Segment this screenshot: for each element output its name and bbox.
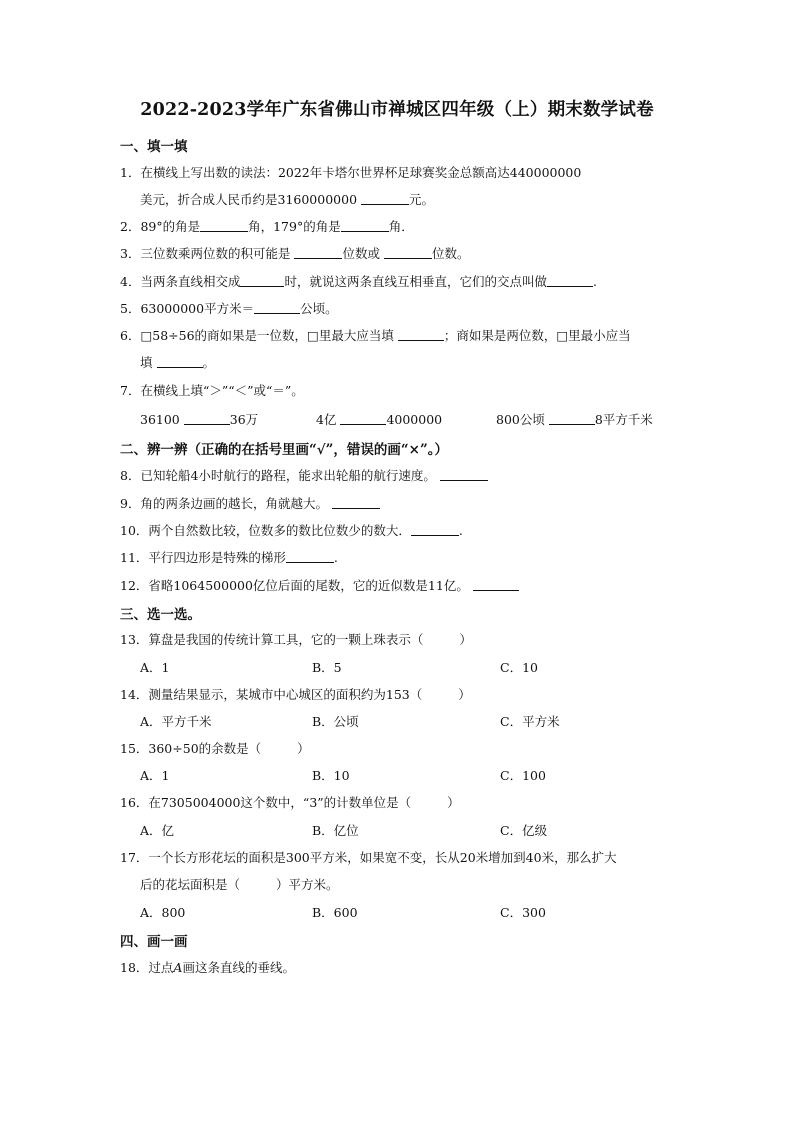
question-11 [120,548,338,566]
question-3-text-3: 位数。 [431,246,470,261]
compare-3-right: 8平方千米 [594,412,653,427]
question-18-text-1: 18．过点 [120,960,174,975]
question-7: 7．在横线上填“＞”“＜”或“＝”。 [120,383,304,398]
question-9-text: 9．角的两条边画的越长，角就越大。 [120,496,328,511]
question-17-option-c[interactable]: C．300 [500,905,546,920]
exam-title: 2022-2023学年广东省佛山市禅城区四年级（上）期末数学试卷 [140,100,654,120]
question-17-stem-line-1: 17．一个长方形花坛的面积是300平方米，如果宽不变，长从20米增加到40米，那么扩大 [120,850,617,865]
question-1-blank[interactable] [361,192,409,205]
question-6-text-4: 。 [202,355,216,370]
question-15-stem [120,739,310,757]
question-7-compare-3 [496,410,653,428]
question-16-option-c[interactable]: C．亿级 [500,823,548,838]
question-2-blank-2[interactable] [341,219,389,232]
compare-3-blank[interactable] [549,412,595,425]
section-heading-1: 一、填一填 [120,139,188,155]
question-5-blank[interactable] [254,301,300,314]
question-6-blank-2[interactable] [157,355,203,368]
question-6-text-3: 填 [140,355,153,370]
question-6-line-1 [120,326,631,344]
question-16-text: 16．在7305004000这个数中，“3”的计数单位是（ [120,795,412,810]
question-17-option-b[interactable]: B．600 [312,905,358,920]
question-4 [120,272,597,290]
question-4-blank-2[interactable] [547,274,593,287]
question-3-blank-2[interactable] [384,246,432,259]
question-16-close: ） [447,795,460,810]
question-14-close: ） [458,687,471,702]
question-11-text: 11．平行四边形是特殊的梯形 [120,550,286,565]
question-14-text: 14．测量结果显示，某城市中心城区的面积约为153（ [120,687,423,702]
question-13-option-b[interactable]: B．5 [312,660,342,675]
question-15-option-b[interactable]: B．10 [312,768,350,783]
question-4-text-3: . [592,274,597,289]
question-1-line-2 [140,190,434,208]
question-10-blank[interactable] [411,523,459,536]
question-1-text-b2: 元。 [409,192,435,207]
question-13-text: 13．算盘是我国的传统计算工具，它的一颗上珠表示（ [120,632,424,647]
section-heading-4: 四、画一画 [120,934,188,950]
question-4-text-1: 4．当两条直线相交成 [120,274,241,289]
question-3-text-2: 位数或 [342,246,380,261]
question-16-option-a[interactable]: A．亿 [140,823,175,838]
question-6-text-2: ；商如果是两位数，□里最小应当 [443,328,631,343]
question-10 [120,521,463,539]
compare-1-right: 36万 [229,412,259,427]
question-2-text-2: 角，179°的角是 [248,219,341,234]
question-7-compare-1 [140,410,258,428]
question-5-text-1: 5．63000000平方米＝ [120,301,255,316]
question-14-stem [120,685,471,703]
question-11-text-2: . [333,550,338,565]
question-5 [120,299,338,317]
question-17-text-2: ）平方米。 [276,877,339,892]
question-1-text-b1: 美元，折合成人民币约是3160000000 [140,192,358,207]
question-18-text-2: 画这条直线的垂线。 [182,960,295,975]
section-heading-2: 二、辨一辨（正确的在括号里画“√”，错误的画“×”。） [120,442,448,458]
question-3-text-1: 3．三位数乘两位数的积可能是 [120,246,291,261]
question-2-blank-1[interactable] [200,219,248,232]
question-9 [120,494,380,512]
question-14-option-a[interactable]: A．平方千米 [140,714,212,729]
question-15-option-a[interactable]: A．1 [140,768,170,783]
section-heading-3: 三、选一选。 [120,607,201,623]
question-6-blank-1[interactable] [398,328,444,341]
question-12 [120,576,519,594]
question-13-option-c[interactable]: C．10 [500,660,538,675]
question-5-text-2: 公顷。 [300,301,338,316]
compare-2-left: 4亿 [316,412,337,427]
question-13-stem [120,630,472,648]
question-10-text-2: . [458,523,463,538]
question-2-text-3: 角． [388,219,414,234]
question-7-compare-2 [316,410,442,428]
point-a-label: A [173,960,183,975]
compare-2-right: 4000000 [386,412,443,427]
question-8-text: 8．已知轮船4小时航行的路程，能求出轮船的航行速度。 [120,468,436,483]
question-18 [120,958,295,976]
question-8 [120,466,488,484]
question-4-text-2: 时，就说这两条直线互相垂直，它们的交点叫做 [284,274,547,289]
question-13-option-a[interactable]: A．1 [140,660,170,675]
question-15-close: ） [297,741,310,756]
question-3-blank-1[interactable] [294,246,342,259]
question-13-close: ） [459,632,472,647]
question-16-option-b[interactable]: B．亿位 [312,823,359,838]
question-15-option-c[interactable]: C．100 [500,768,546,783]
question-3 [120,244,469,262]
question-6-line-2 [140,353,215,371]
question-12-text: 12．省略1064500000亿位后面的尾数，它的近似数是11亿。 [120,578,469,593]
question-12-blank[interactable] [473,578,519,591]
question-11-blank[interactable] [286,550,334,563]
question-9-blank[interactable] [332,496,380,509]
question-1-line-1: 1．在横线上写出数的读法：2022年卡塔尔世界杯足球赛奖金总额高达440000000 [120,165,582,180]
question-6-text-1: 6．□58÷56的商如果是一位数，□里最大应当填 [120,328,394,343]
question-2-text-1: 2．89°的角是 [120,219,201,234]
question-14-option-b[interactable]: B．公顷 [312,714,359,729]
question-14-option-c[interactable]: C．平方米 [500,714,560,729]
question-15-text: 15．360÷50的余数是（ [120,741,262,756]
question-8-blank[interactable] [440,468,488,481]
question-2 [120,217,414,235]
compare-1-blank[interactable] [184,412,230,425]
compare-2-blank[interactable] [340,412,386,425]
question-17-stem-line-2 [140,875,339,893]
question-17-text: 后的花坛面积是（ [140,877,241,892]
question-10-text: 10．两个自然数比较，位数多的数比位数少的数大． [120,523,411,538]
compare-1-left: 36100 [140,412,180,427]
question-17-option-a[interactable]: A．800 [140,905,186,920]
question-4-blank-1[interactable] [240,274,284,287]
question-16-stem [120,793,460,811]
compare-3-left: 800公顷 [496,412,545,427]
